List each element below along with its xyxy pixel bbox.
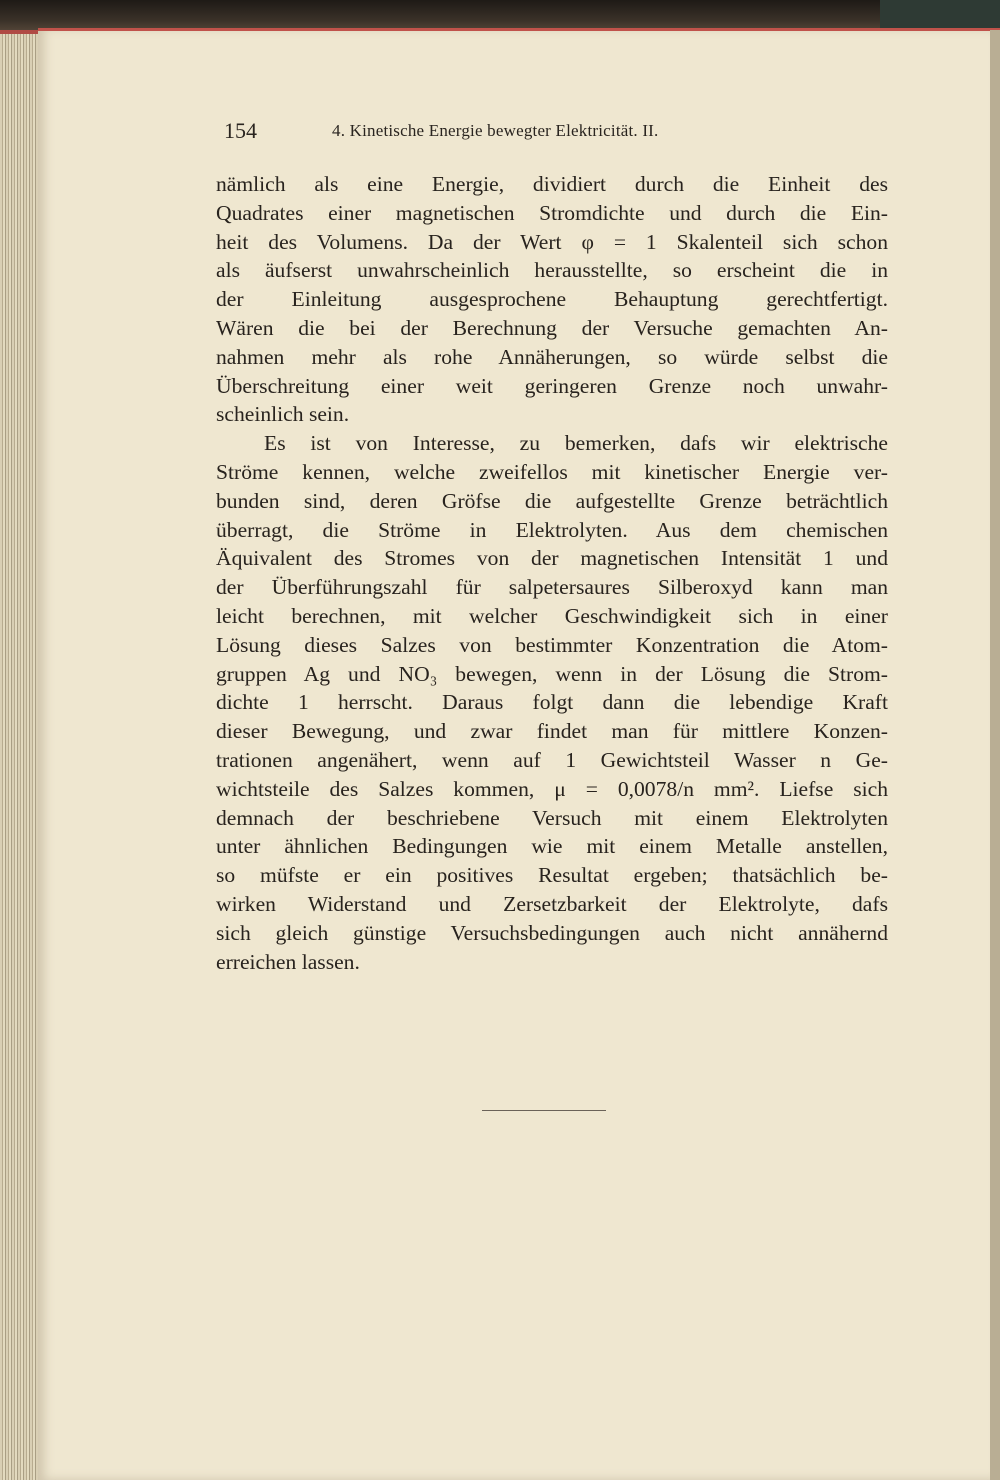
page-number: 154 xyxy=(224,118,257,143)
text-line: dieser Bewegung, und zwar findet man für mittlere Konzen- xyxy=(216,719,888,744)
text-line: als äufserst unwahrscheinlich herausstellte, so erscheint die in xyxy=(216,258,888,283)
binding-cover-fragment xyxy=(880,0,1000,30)
text-line: bunden sind, deren Gröfse die aufgestellte Grenze beträchtlich xyxy=(216,488,888,513)
text-line: Wären die bei der Berechnung der Versuche gemachten An- xyxy=(216,315,888,340)
text-line: nämlich als eine Energie, dividiert durch die Einheit des xyxy=(216,172,888,196)
text-line: Quadrates einer magnetischen Stromdichte und durch die Ein- xyxy=(216,200,888,225)
text-line: erreichen lassen. xyxy=(216,949,360,974)
text-line: Lösung dieses Salzes von bestimmter Konzentration die Atom- xyxy=(216,632,888,657)
text-line: so müfste er ein positives Resultat ergeben; thatsächlich be- xyxy=(216,863,888,888)
text-line: leicht berechnen, mit welcher Geschwindigkeit sich in einer xyxy=(216,603,888,628)
text-line: wirken Widerstand und Zersetzbarkeit der Elektrolyte, dafs xyxy=(216,891,888,916)
text-line: der Einleitung ausgesprochene Behauptung gerechtfertigt. xyxy=(216,287,888,312)
text-line: Äquivalent des Stromes von der magnetischen Intensität 1 und xyxy=(216,546,888,571)
text-line: gruppen Ag und NO₃ bewegen, wenn in der Lösung die Strom- xyxy=(216,661,888,686)
text-line: Ströme kennen, welche zweifellos mit kinetischer Energie ver- xyxy=(216,459,888,484)
text-line: trationen angenähert, wenn auf 1 Gewichtsteil Wasser n Ge- xyxy=(216,747,888,772)
text-line: nahmen mehr als rohe Annäherungen, so würde selbst die xyxy=(216,344,888,369)
text-line: unter ähnlichen Bedingungen wie mit einem Metalle anstellen, xyxy=(216,834,888,859)
text-line: wichtsteile des Salzes kommen, μ = 0,0078/n mm². Liefse sich xyxy=(216,776,888,801)
text-line: sich gleich günstige Versuchsbedingungen auch nicht annähernd xyxy=(216,920,888,945)
right-page-edge xyxy=(990,30,1000,1480)
text-line: Es ist von Interesse, zu bemerken, dafs wir elektrische xyxy=(264,431,888,456)
text-line: demnach der beschriebene Versuch mit einem Elektrolyten xyxy=(216,805,888,830)
text-line: heit des Volumens. Da der Wert φ = 1 Skalenteil sich schon xyxy=(216,229,888,254)
stacked-page-edges xyxy=(0,30,40,1480)
body-text xyxy=(216,170,888,976)
text-line: überragt, die Ströme in Elektrolyten. Aus dem chemischen xyxy=(216,517,888,542)
running-head: 4. Kinetische Energie bewegter Elektricität. II. xyxy=(332,121,659,140)
text-line: scheinlich sein. xyxy=(216,402,350,427)
text-line: dichte 1 herrscht. Daraus folgt dann die lebendige Kraft xyxy=(216,690,888,715)
text-line: Überschreitung einer weit geringeren Grenze noch unwahr- xyxy=(216,373,888,398)
red-page-edge xyxy=(0,30,40,34)
text-line: der Überführungszahl für salpetersaures Silberoxyd kann man xyxy=(216,575,888,600)
section-end-rule xyxy=(482,1110,606,1111)
red-top-edge xyxy=(38,28,1000,31)
